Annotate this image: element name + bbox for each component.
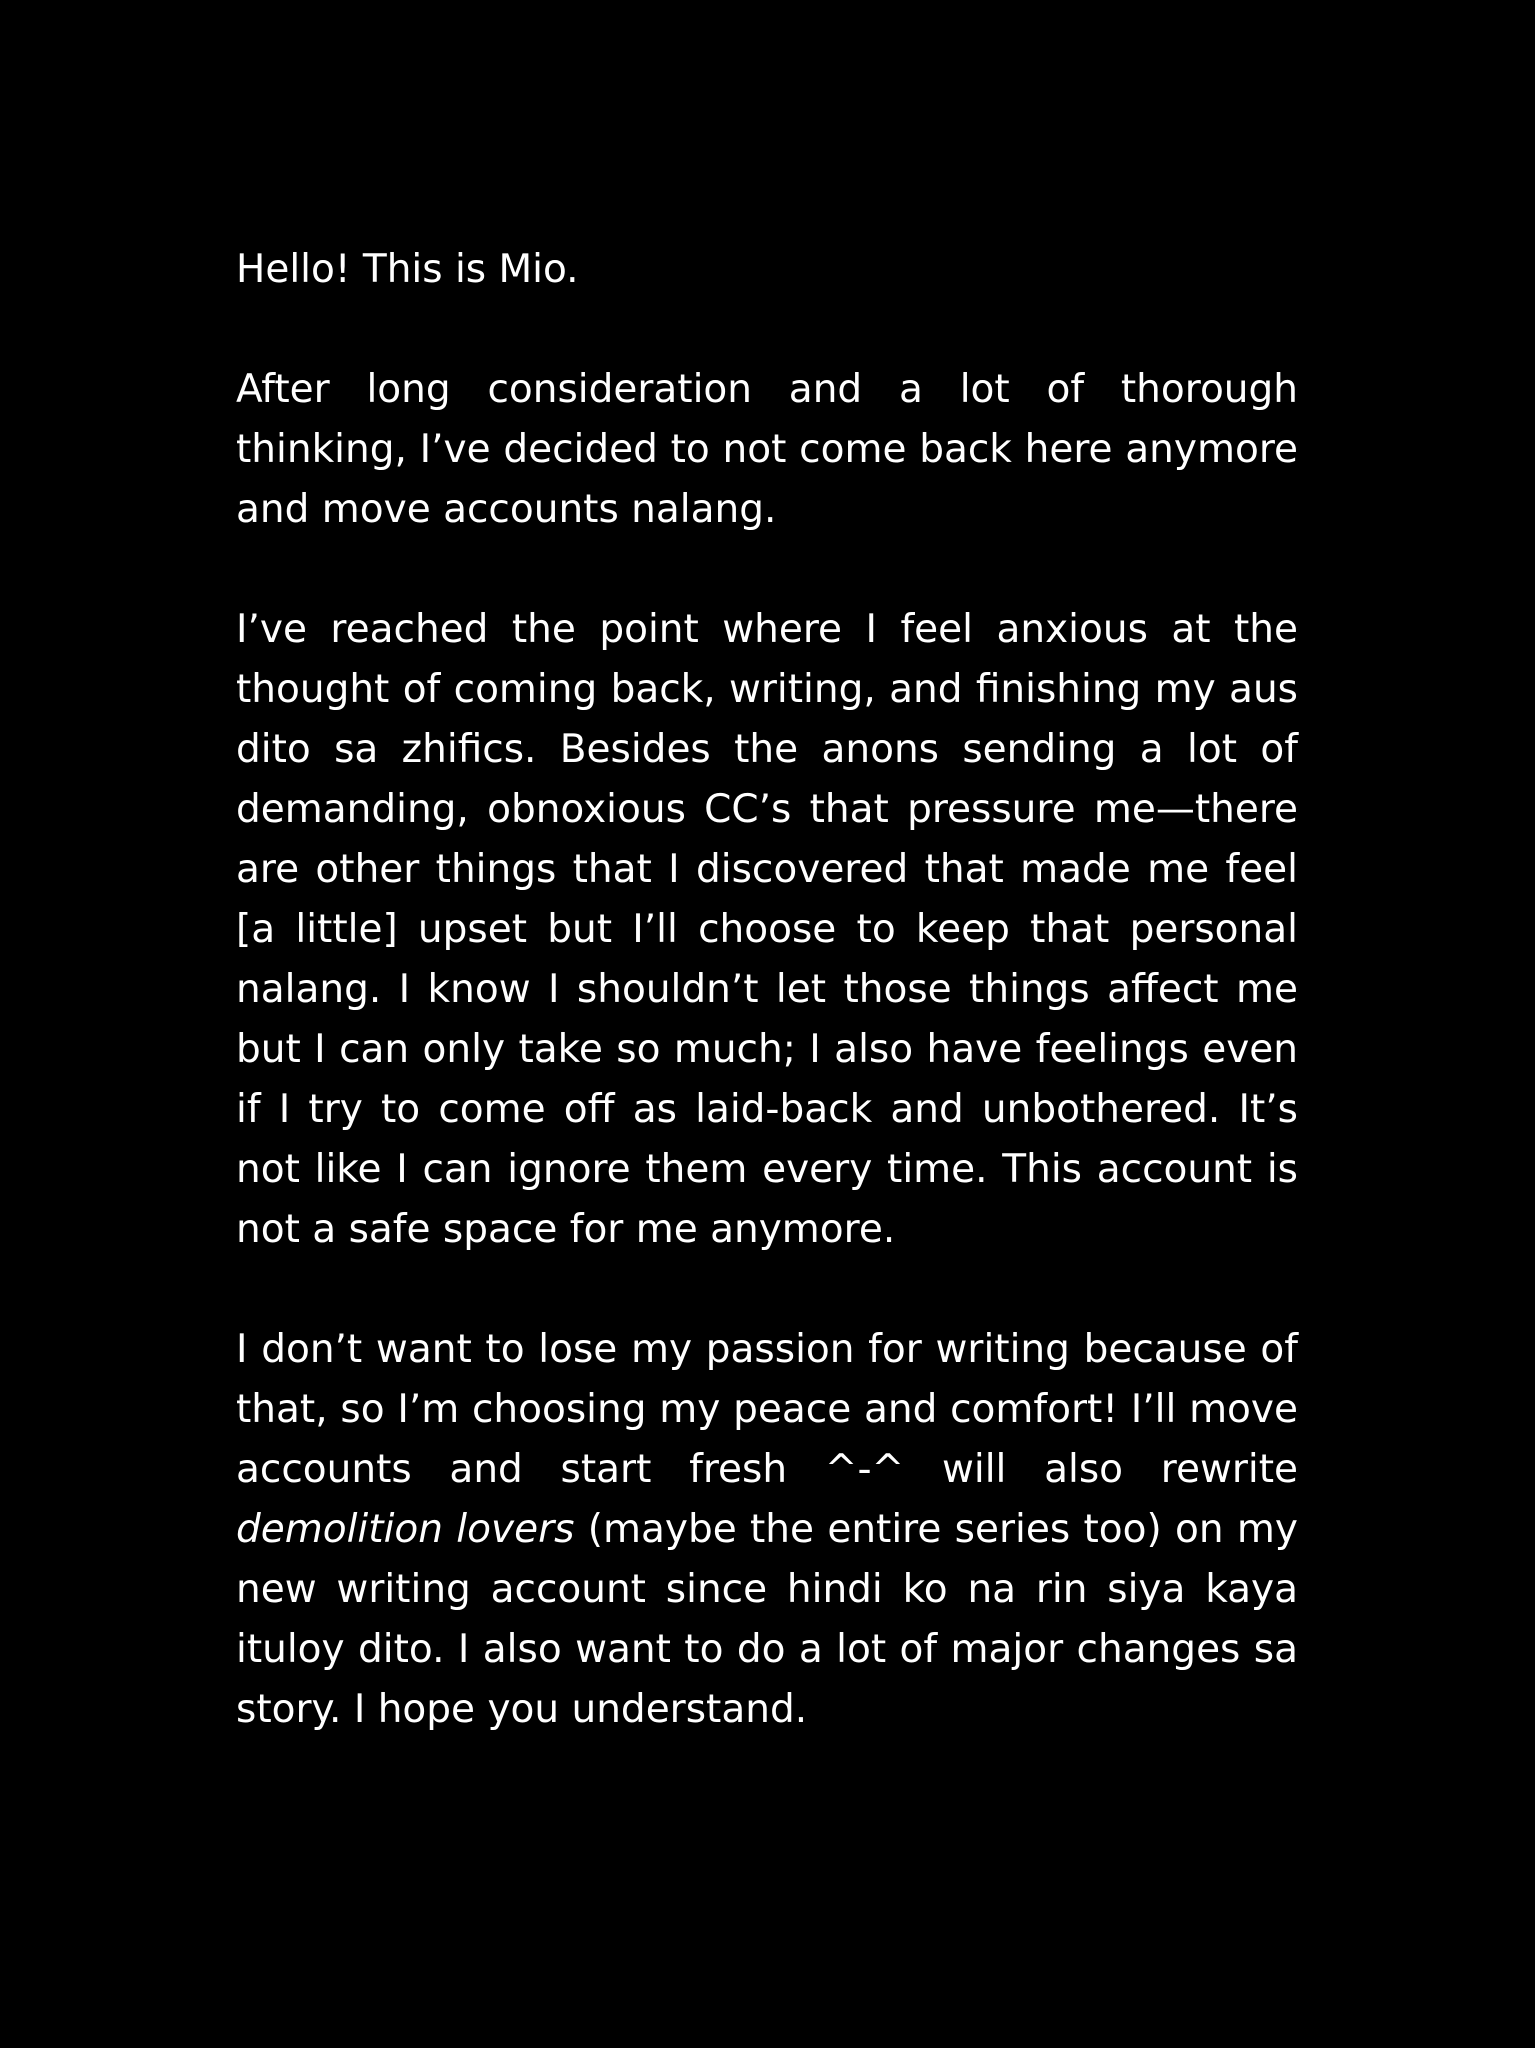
paragraph-plans-text-end: (maybe the entire series too) on my new writing account since hindi ko na rin siya kaya ituloy dito. I also want to do a lot of major changes sa story. I hope you understand. — [236, 1507, 1299, 1732]
greeting-line: Hello! This is Mio. — [236, 247, 579, 292]
paragraph-reasons: I’ve reached the point where I feel anxious at the thought of coming back, writing, and finishing my aus dito sa zhifics. Besides the anons sending a lot of demanding, obnoxious CC’s that pressure me—there are other things that I discovered that made me feel [a little] upset but I’ll choose to keep that personal nalang. I know I shouldn’t let those things affect me but I can only take so much; I also have feelings even if I try to come off as laid-back and unbothered. It’s not like I can ignore them every time. This account is not a safe space for me anymore. — [236, 607, 1298, 1252]
story-title: demolition lovers — [236, 1507, 575, 1552]
paragraph-plans — [236, 1320, 1298, 1740]
paragraph-decision: After long consideration and a lot of thorough thinking, I’ve decided to not come back here anymore and move accounts nalang. — [236, 367, 1298, 532]
announcement-note — [236, 240, 1298, 1740]
paragraph-plans-text-start: I don’t want to lose my passion for writing because of that, so I’m choosing my peace and comfort! I’ll move accounts and start fresh ^-^ will also rewrite — [236, 1327, 1298, 1492]
